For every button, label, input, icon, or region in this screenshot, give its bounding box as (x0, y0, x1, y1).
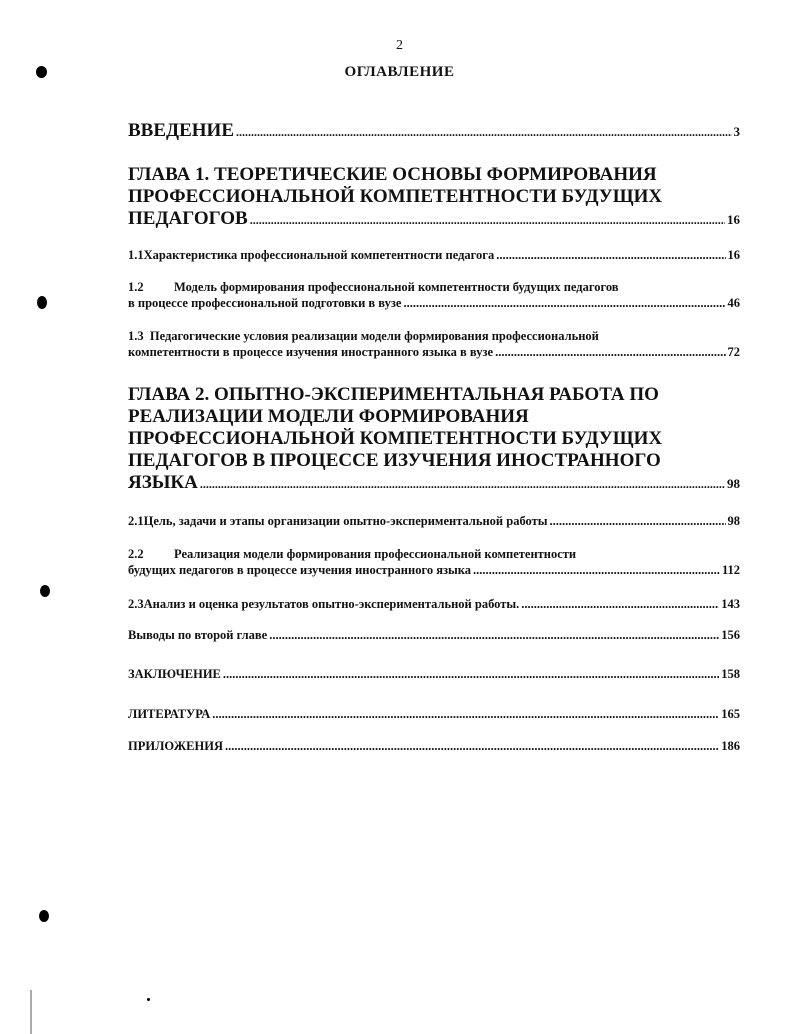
leader-dots (200, 473, 725, 495)
toc-section-number: 2.1 (128, 514, 144, 528)
leader-dots (225, 738, 719, 754)
toc-entry-section-1-2[interactable] (128, 279, 740, 311)
toc-page-number: 186 (721, 739, 740, 753)
toc-entry-title-line: ПЕДАГОГОВ В ПРОЦЕССЕ ИЗУЧЕНИЯ ИНОСТРАННОГО (128, 450, 661, 471)
toc-section-number: 1.2 (128, 280, 144, 294)
toc-entry-section-2-1[interactable] (128, 513, 740, 529)
toc-page-number: 16 (727, 212, 740, 227)
toc-entry-section-1-1[interactable] (128, 247, 740, 263)
toc-page-number: 16 (727, 248, 740, 262)
leader-dots (403, 295, 725, 311)
toc-page-number: 46 (727, 296, 740, 310)
toc-page-number: 72 (727, 345, 740, 359)
scan-punch-hole-2 (37, 296, 47, 309)
toc-page-number: 98 (727, 514, 740, 528)
toc-entry-title: ЗАКЛЮЧЕНИЕ (128, 667, 221, 681)
toc-entry-title: Выводы по второй главе (128, 628, 268, 642)
toc-entry-title: ПРИЛОЖЕНИЯ (128, 739, 223, 753)
leader-dots (236, 121, 732, 143)
leader-dots (212, 706, 719, 722)
toc-entry-section-2-3[interactable] (128, 596, 740, 612)
leader-dots (473, 562, 720, 578)
toc-entry-chapter-2[interactable] (128, 384, 740, 495)
toc-entry-title: ВВЕДЕНИЕ (128, 120, 234, 141)
toc-entry-title-line: ПРОФЕССИОНАЛЬНОЙ КОМПЕТЕНТНОСТИ БУДУЩИХ (128, 428, 663, 449)
leader-dots (550, 513, 726, 529)
scan-punch-hole-4 (39, 910, 49, 922)
toc-entry-title: Анализ и оценка результатов опытно-экспериментальной работы. (143, 597, 520, 611)
scan-punch-hole-3 (40, 585, 50, 597)
toc-entry-title-line: будущих педагогов в процессе изучения иностранного языка (128, 563, 471, 577)
toc-entry-title-line: ЯЗЫКА (128, 472, 198, 493)
leader-dots (250, 209, 725, 231)
toc-entry-chapter-1[interactable] (128, 164, 740, 231)
toc-entry-title: Цель, задачи и этапы организации опытно-экспериментальной работы (143, 514, 548, 528)
toc-entry-title-line: ГЛАВА 2. ОПЫТНО-ЭКСПЕРИМЕНТАЛЬНАЯ РАБОТА ПО (128, 384, 659, 405)
toc-entry-title: ЛИТЕРАТУРА (128, 707, 211, 721)
toc-section-number: 2.3 (128, 597, 144, 611)
toc-page-number: 98 (727, 476, 740, 491)
toc-entry-title-line: ПРОФЕССИОНАЛЬНОЙ КОМПЕТЕНТНОСТИ БУДУЩИХ (128, 186, 663, 207)
leader-dots (269, 627, 719, 643)
toc-entry-title-line: ПЕДАГОГОВ (128, 208, 248, 229)
toc-page-number: 165 (721, 707, 740, 721)
scan-margin-line (30, 990, 32, 1034)
leader-dots (223, 666, 719, 682)
toc-page-number: 158 (721, 667, 740, 681)
toc-page-number: 3 (733, 124, 740, 139)
toc-section-number: 2.2 (128, 547, 144, 561)
leader-dots (495, 344, 725, 360)
toc-section-number: 1.3 (128, 329, 144, 343)
toc-page-number: 143 (721, 597, 740, 611)
toc-entry-title-line: Реализация модели формирования профессиональной компетентности (174, 547, 577, 561)
leader-dots (521, 596, 719, 612)
toc-entry-title-line: компетентности в процессе изучения иностранного языка в вузе (128, 345, 494, 359)
toc-page-number: 156 (721, 628, 740, 642)
toc-entry-section-1-3[interactable] (128, 328, 740, 360)
toc-entry-title-line: РЕАЛИЗАЦИИ МОДЕЛИ ФОРМИРОВАНИЯ (128, 406, 529, 427)
toc-entry-title-line: ГЛАВА 1. ТЕОРЕТИЧЕСКИЕ ОСНОВЫ ФОРМИРОВАНИЯ (128, 164, 657, 185)
leader-dots (496, 247, 725, 263)
toc-entry-intro[interactable] (128, 120, 740, 143)
toc-entry-title-line: Педагогические условия реализации модели формирования профессиональной (149, 329, 599, 343)
toc-page-number: 112 (721, 563, 740, 577)
toc-entry-title: Характеристика профессиональной компетентности педагога (143, 248, 495, 262)
scan-speck (147, 998, 150, 1001)
toc-entry-conclusions-chapter-2[interactable] (128, 627, 740, 643)
toc-section-number: 1.1 (128, 248, 144, 262)
toc-heading: ОГЛАВЛЕНИЕ (344, 64, 455, 80)
toc-entry-title-line: в процессе профессиональной подготовки в вузе (128, 296, 402, 310)
toc-entry-literature[interactable] (128, 706, 740, 722)
toc-entry-title-line: Модель формирования профессиональной компетентности будущих педагогов (174, 280, 619, 294)
toc-entry-conclusion[interactable] (128, 666, 740, 682)
page-number: 2 (396, 38, 403, 53)
toc-entry-appendix[interactable] (128, 738, 740, 754)
toc-entry-section-2-2[interactable] (128, 546, 740, 578)
